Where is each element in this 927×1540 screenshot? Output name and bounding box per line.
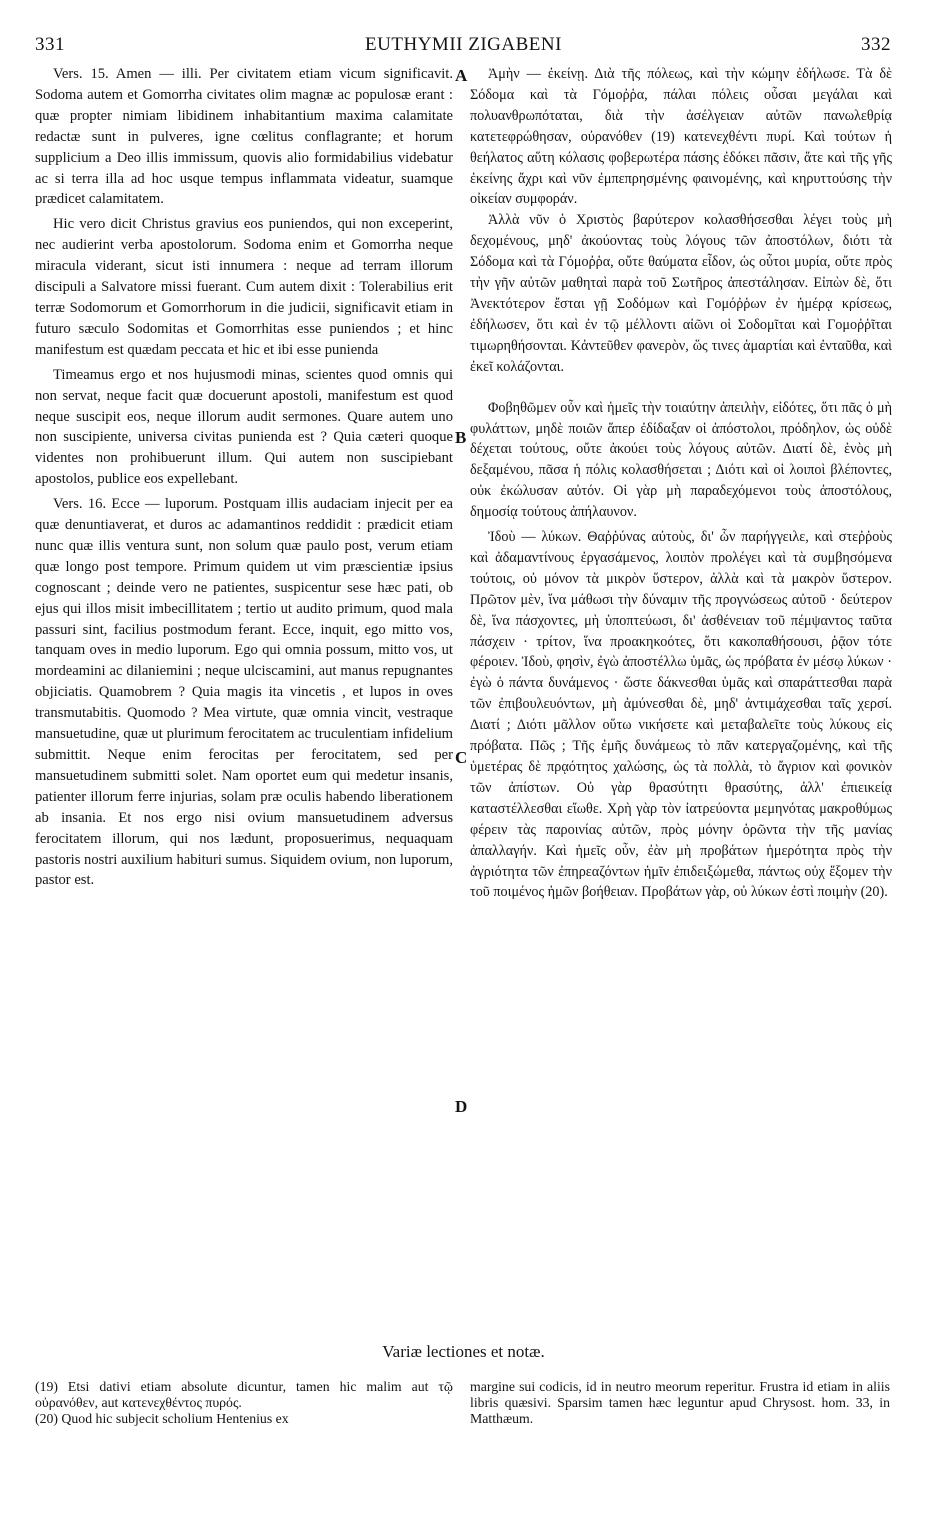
notes-left-column <box>35 1379 453 1427</box>
notes-right-column <box>470 1379 890 1427</box>
greek-column <box>470 64 892 903</box>
latin-paragraph: Timeamus ergo et nos hujusmodi minas, scientes quod omnis qui non servat, neque facit quæ docuerunt apostoli, manifestum est quod neque suscipit eos, neque illorum audit sermones. Quare autem uno non suscipiente, universa civitas punienda est ? Quia cæteri quoque videntes non prohibuerunt illum. Qui autem non suscipiebant apostolos, publice eos expellebant. <box>35 366 453 488</box>
margin-marker-c: C <box>455 748 468 767</box>
running-title: EUTHYMII ZIGABENI <box>365 34 562 55</box>
latin-paragraph: Hic vero dicit Christus gravius eos puniendos, qui non exceperint, nec audierint verba apostolorum. Sodoma enim et Gomorrha neque miracula viderant, sicut isti innumera : neque ad terram illorum discipuli a Salvatore missi fuerant. Cum autem dixit : Tolerabilius erit terræ Sodomorum et Gomorrhorum in die judicii, significavit etiam in futuro sæculo Sodomitas et Gomorrhitas esse puniendos ; et hinc manifestum est quædam peccata et hic et ibi esse punienda <box>35 216 453 358</box>
footnote: (19) Etsi dativi etiam absolute dicuntur, tamen hic malim aut τῷ οὐρανόθεν, aut κατενεχθέντος πυρός. <box>35 1379 453 1410</box>
greek-paragraph: Ἀλλὰ νῦν ὁ Χριστὸς βαρύτερον κολασθήσεσθαι λέγει τοὺς μὴ δεχομένους, μηδ' ἀκούοντας τοὺς λόγους τῶν ἀποστόλων, διότι τὰ Σόδομα καὶ τὰ Γόμοῤῥα, οὔτε θαύματα εἶδον, ὡς οὗτοι μυρία, οὔτε πρὸς τὴν γῆν αὐτῶν μαθηταὶ παρὰ τοῦ Σωτῆρος ἀπεστάλησαν. Εἰπὼν δὲ, ὅτι Ἀνεκτότερον ἔσται γῇ Σοδόμων καὶ Γομόῤῥων ἐν ἡμέρᾳ κρίσεως, ἐδήλωσεν, ὅτι καὶ ἐν τῷ μέλλοντι αἰῶνι οἱ Σοδομῖται καὶ Γομοῤῥῖται τιμωρηθήσονται. Κἀντεῦθεν φανερὸν, ὥς τινες ἁμαρτίαι καὶ ἐνταῦθα, καὶ ἐκεῖ κολάζονται. <box>470 212 892 375</box>
margin-marker-d: D <box>455 1097 468 1116</box>
latin-column <box>35 64 453 891</box>
latin-paragraph: Vers. 16. Ecce — luporum. Postquam illis audaciam injecit per ea quæ denuntiaverat, et duros ac adamantinos reddidit : prædicit etiam nunc quæ illis ventura sunt, non solum quæ paulo post, verum etiam quæ longo post tempore. Primum quidem ut vim præscientiæ ipsius cognoscant ; deinde vero ne patientes, suspicentur sese hæc pati, ob ejus qui illos misit imbecillitatem ; tertio ut audito primum, quod mala passuri sint, facilius postmodum ferant. Ecce, inquit, ego mitto vos, tanquam oves in medio luporum. Ego qui omnia possum, mitto vos, ut mordeamini ac dilaniemini ; neque ulciscamini, aut manus repugnantes objiciatis. Quamobrem ? Quia magis ita vincetis , et lupos in oves transmutabitis. Quomodo ? Mea virtute, quæ omnia vincit, vestraque mansuetudine, quæ ut plurimum ferocitatem ac truculentiam infidelium submittit. Neque enim ferocitas per ferocitatem, sed per mansuetudinem submitti solet. Nam oportet eum qui medetur insanis, patienter illorum ferre injurias, solam præ oculis habendo liberationem ab insania. Et nos ergo nisi ovium mansuetudinem adversus ferocitatem illorum, qui nos lædunt, proposuerimus, nequaquam pastoris nostri auxilium habituri sumus. Siquidem ovium, non luporum, pastor est. <box>35 496 453 889</box>
footnote: (20) Quod hic subjecit scholium Hentenius ex <box>35 1411 289 1426</box>
footnote-continuation: margine sui codicis, id in neutro meorum reperitur. Frustra id etiam in aliis libris quæsivi. Sparsim tamen hæc leguntur apud Chrysost. hom. 33, in Matthæum. <box>470 1379 890 1426</box>
margin-marker-a: A <box>455 66 468 85</box>
left-page-number: 331 <box>35 34 65 55</box>
greek-paragraph: Φοβηθῶμεν οὖν καὶ ἡμεῖς τὴν τοιαύτην ἀπειλὴν, εἰδότες, ὅτι πᾶς ὁ μὴ φυλάττων, μηδὲ ποιῶν ἅπερ ἐδίδαξαν οἱ ἀπόστολοι, πρόδηλον, ὡς οὐδὲ δέχεται τούτους, οὔτε ἀκούει τοὺς λόγους αὐτῶν. Διατί δὲ, ἑνὸς μὴ δεξαμένου, πᾶσα ἡ πόλις κολασθήσεται ; Διότι καὶ οἱ λοιποὶ βλέποντες, οὐκ ἐκώλυσαν αὐτόν. Οἱ γὰρ μὴ παραδεχόμενοι τοὺς ἀποστόλους, δημοσίᾳ τούτους ἀπήλαυνον. <box>470 399 892 521</box>
greek-paragraph: Ἀμὴν — ἐκείνῃ. Διὰ τῆς πόλεως, καὶ τὴν κώμην ἐδήλωσε. Τὰ δὲ Σόδομα καὶ τὰ Γόμοῤῥα, πάλαι πόλεις οὖσαι μεγάλαι καὶ πολυανθρωπόταται, διὰ τὴν ἀσέλγειαν αὐτῶν πανωλεθρίᾳ κατετεφρώθησαν, οὐρανόθεν (19) κατενεχθέντι πυρί. Καὶ τούτων ἡ θεήλατος αὕτη κόλασις φοβερωτέρα πάσης ἐδόκει πᾶσιν, ἅτε καὶ τῆς γῆς ἐκείνης ἄχρι καὶ νῦν ἐμπεπρησμένης φαινομένης, καὶ κηρυττούσης τὴν οἰκείαν συμφοράν. <box>470 66 892 208</box>
right-page-number: 332 <box>861 34 891 55</box>
notes-heading: Variæ lectiones et notæ. <box>382 1342 545 1361</box>
latin-paragraph: Vers. 15. Amen — illi. Per civitatem etiam vicum significavit. Sodoma autem et Gomorrha civitates olim magnæ ac populosæ erant : quæ propter nimiam libidinem inhabitantium maxima calamitate redactæ sunt in pulveres, igne cœlitus conflagrante; et horum supplicium a Deo illis immissum, quovis alio formidabilius videbatur ac si terra illa ad hoc usque tempus inflammata videatur, suamque prædicet calamitatem. <box>35 66 453 208</box>
greek-paragraph: Ἰδοὺ — λύκων. Θαῤῥύνας αὐτοὺς, δι' ὧν παρήγγειλε, καὶ στεῤῥοὺς καὶ ἀδαμαντίνους ἐργασάμενος, λοιπὸν προλέγει καὶ τὰ συμβησόμενα τούτοις, οὐ μόνον τὰ μικρὸν ὕστερον, ἀλλὰ καὶ τὰ μακρὸν ὕστερον. Πρῶτον μὲν, ἵνα μάθωσι τὴν δύναμιν τῆς προγνώσεως αὐτοῦ · δεύτερον δὲ, ἵνα πάσχοντες, μὴ ὑποπτεύωσι, δι' ἀσθένειαν τοῦ πέμψαντος ταῦτα πάσχειν · τρίτον, ἵνα προακηκοότες, ὅτι κακοπαθήσουσι, ῥᾷον τότε φέροιεν. Ἰδοὺ, φησὶν, ἐγὼ ἀποστέλλω ὑμᾶς, ὡς πρόβατα ἐν μέσῳ λύκων · ἐγὼ ὁ πάντα δυνάμενος · ὥστε δάκνεσθαι ὑμᾶς καὶ σπαράττεσθαι παρὰ τῶν ἐπιβουλευόντων, μὴ ἀμύνεσθαι δὲ, μηδ' ἀντιμάχεσθαι ταῖς χερσί. Διατί ; Διότι μᾶλλον οὕτω νικήσετε καὶ μεταβαλεῖτε τοὺς λύκους εἰς πρόβατα. Πῶς ; Τῆς ἐμῆς δυνάμεως τὸ πᾶν κατεργαζομένης, καὶ τῆς ὑμετέρας δὲ πρᾳότητος χαλώσης, ὡς τὰ πολλὰ, τὸ ἄγριον καὶ φονικὸν τῶν ἀπίστων. Οὐ γὰρ θρασύτητι θρασύτης, ἀλλ' ἐπιεικείᾳ καταστέλλεσθαι εἴωθε. Χρὴ γὰρ τὸν ἰατρεύοντα μεμηνότας μακροθύμως φέρειν τὰς παροινίας αὐτῶν, πρὸς μόνην ὁρῶντα τὴν τῆς μανίας ἀπαλλαγήν. Καὶ ἡμεῖς οὖν, ἐὰν μὴ προβάτων ἡμερότητα πρὸς τὴν ἀγριότητα τῶν ἐπηρεαζόντων ἡμῖν ἐπιδειξώμεθα, πάντως οὐχ ἕξομεν τὴν τοῦ ποιμένος ἡμῶν βοήθειαν. Προβάτων γὰρ, οὐ λύκων ἐστὶ ποιμὴν (20). <box>470 529 892 901</box>
margin-marker-b: B <box>455 428 467 447</box>
